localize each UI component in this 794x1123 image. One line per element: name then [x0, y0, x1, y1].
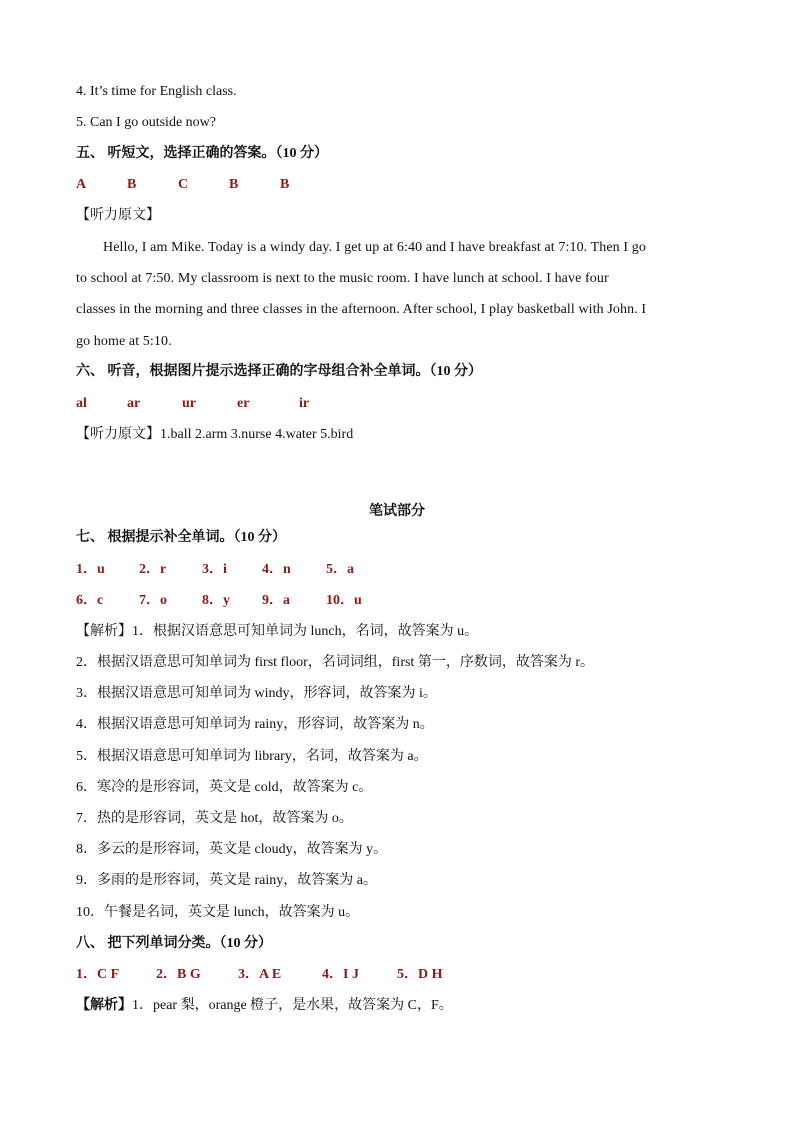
answer-4: B [229, 177, 239, 192]
explanation-2: 2．根据汉语意思可知单词为 first floor，名词词组，first 第一，序数词，故答案为 r。 [76, 655, 594, 670]
option-ur: ur [182, 396, 196, 411]
answer-9: 9．a [262, 593, 290, 608]
answer-5: 5．a [326, 562, 354, 577]
option-er: er [237, 396, 250, 411]
explanation-5: 5．根据汉语意思可知单词为 library，名词，故答案为 a。 [76, 749, 428, 764]
answer-7: 7．o [139, 593, 167, 608]
section-8-explanation [76, 996, 453, 1016]
section-6-heading: 六、 听音，根据图片提示选择正确的字母组合补全单词。（10 分） [76, 364, 482, 379]
answer-3: 3．i [202, 562, 227, 577]
explanation-7: 7．热的是形容词，英文是 hot，故答案为 o。 [76, 811, 353, 826]
listening-item-5: 5. Can I go outside now? [76, 115, 216, 130]
answer-4: 4．I J [322, 967, 359, 982]
transcript-label: 【听力原文】 [76, 208, 160, 223]
answer-5: B [280, 177, 290, 192]
transcript-line-4: go home at 5:10. [76, 334, 172, 349]
explanation-8: 8．多云的是形容词，英文是 cloudy，故答案为 y。 [76, 842, 388, 857]
explanation-4: 4．根据汉语意思可知单词为 rainy，形容词，故答案为 n。 [76, 717, 434, 732]
section-5-heading: 五、 听短文，选择正确的答案。（10 分） [76, 146, 328, 161]
section-7-heading: 七、 根据提示补全单词。（10 分） [76, 530, 286, 545]
answer-2: B [127, 177, 137, 192]
explanation-9: 9．多雨的是形容词，英文是 rainy，故答案为 a。 [76, 873, 377, 888]
answer-10: 10．u [326, 593, 362, 608]
answer-8: 8．y [202, 593, 230, 608]
answer-2: 2．r [139, 562, 167, 577]
listening-item-4: 4. It’s time for English class. [76, 84, 237, 99]
transcript-line-3: classes in the morning and three classes in the afternoon. After school, I play basketball with John. I [76, 302, 647, 317]
explanation-3: 3．根据汉语意思可知单词为 windy，形容词，故答案为 i。 [76, 686, 437, 701]
answer-6: 6．c [76, 593, 104, 608]
section-5-answers [76, 175, 289, 195]
answer-4: 4．n [262, 562, 291, 577]
section-8-answers [76, 965, 443, 985]
section-6-options [76, 394, 309, 414]
answer-3: 3．A E [238, 967, 282, 982]
section-8-heading: 八、 把下列单词分类。（10 分） [76, 936, 272, 951]
answer-3: C [178, 177, 189, 192]
answer-1: A [76, 177, 87, 192]
explanation-text: 1．pear 梨，orange 橙子，是水果，故答案为 C，F。 [132, 998, 453, 1013]
explanation-label: 【解析】 [76, 998, 132, 1013]
answer-1: 1．u [76, 562, 105, 577]
explanation-1: 【解析】1．根据汉语意思可知单词为 lunch，名词，故答案为 u。 [76, 624, 479, 639]
transcript-line-1: Hello, I am Mike. Today is a windy day. I get up at 6:40 and I have breakfast at 7:10. Then I go [103, 240, 646, 255]
explanation-10: 10．午餐是名词，英文是 lunch，故答案为 u。 [76, 905, 360, 920]
option-ir: ir [299, 396, 310, 411]
answer-2: 2．B G [156, 967, 201, 982]
explanation-6: 6．寒冷的是形容词，英文是 cold，故答案为 c。 [76, 780, 373, 795]
transcript-line-2: to school at 7:50. My classroom is next to the music room. I have lunch at school. I have four [76, 271, 609, 286]
answer-5: 5．D H [397, 967, 443, 982]
answer-1: 1．C F [76, 967, 120, 982]
section-7-answers-row-2 [76, 591, 362, 611]
written-part-title: 笔试部分 [369, 504, 425, 519]
option-ar: ar [127, 396, 141, 411]
option-al: al [76, 396, 87, 411]
section-6-transcript: 【听力原文】1.ball 2.arm 3.nurse 4.water 5.bird [76, 427, 354, 442]
section-7-answers-row-1 [76, 560, 354, 580]
